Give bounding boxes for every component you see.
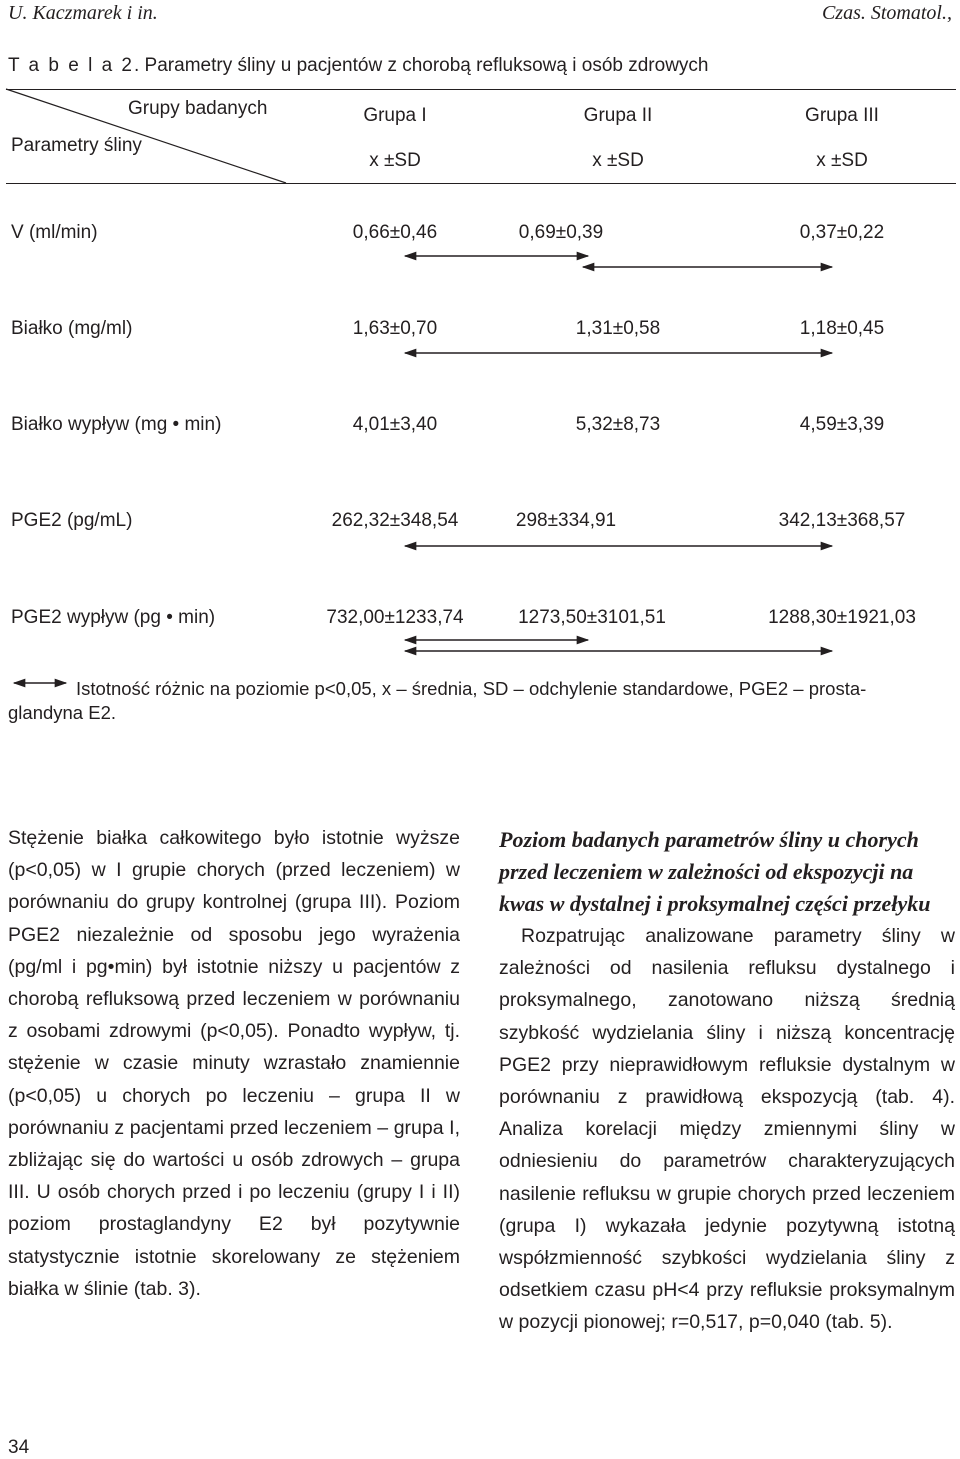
row-pge2-value-g2: 298±334,91 [515,510,617,531]
corner-label-groups: Grupy badanych [128,98,268,119]
section-heading: Poziom badanych parametrów śliny u chorych przed leczeniem w zależności od ekspozycji na kwas w dystalnej i proksymalnej części przełyku [499,827,931,916]
row-protein-value-g3: 1,18±0,45 [799,318,885,339]
row-protein-param: Białko (mg/ml) [11,318,133,339]
table-caption-label: T a b e l a 2 [8,55,134,76]
row-protein-flow-param: Białko wypływ (mg • min) [11,414,222,435]
left-paragraph: Stężenie białka całkowitego było istotnie wyższe (p<0,05) w I grupie chorych (przed leczeniem) w porównaniu do grupy kontrolnej (grupa III). Poziom PGE2 niezależnie od sposobu jego wyrażenia (pg/ml i pg•min) był istotnie niższy u pacjentów z chorobą refluksową przed leczeniem w porównaniu z osobami zdrowymi (p<0,05). Ponadto wypływ, tj. stężenie w czasie minuty wzrastało znamiennie (p<0,05) u chorych po leczeniu – grupa II w porównaniu z pacjentami przed leczeniem – grupa I, zbliżając się do wartości u osób zdrowych – grupa III. U osób chorych przed i po leczeniu (grupy I i II) poziom prostaglandyny E2 był pozytywnie statystycznie istotnie skorelowany ze stężeniem białka w ślinie (tab. 3). [8,827,460,1300]
page-number: 34 [8,1437,30,1458]
row-pge2-flow-param: PGE2 wypływ (pg • min) [11,607,216,628]
row-pge2-value-g3: 342,13±368,57 [778,510,906,531]
left-column [8,822,460,1305]
row-pge2-flow-value-g3: 1288,30±1921,03 [768,607,916,628]
table-footnote-line1: Istotność różnic na poziomie p<0,05, x – średnia, SD – odchylenie standardowe, PGE2 – prosta- [76,678,867,699]
row-pge2-flow-value-g2: 1273,50±3101,51 [518,607,666,628]
row-pge2-flow-value-g1: 732,00±1233,74 [326,607,464,628]
row-protein-value-g1: 1,63±0,70 [352,318,438,339]
row-protein-flow-value-g2: 5,32±8,73 [575,414,661,435]
table-footnote-line2: glandyna E2. [8,702,117,723]
row-pge2-param: PGE2 (pg/mL) [11,510,133,531]
running-header-journal: Czas. Stomatol., [821,2,952,24]
row-v-value-g2: 0,69±0,39 [518,222,604,243]
group-header-3: Grupa III [805,105,879,126]
group-header-2: Grupa II [583,105,653,126]
significance-arrows [0,0,960,700]
corner-label-params: Parametry śliny [11,135,142,156]
row-pge2-value-g1: 262,32±348,54 [331,510,459,531]
group-header-1: Grupa I [363,105,427,126]
row-v-value-g3: 0,37±0,22 [799,222,885,243]
stat-label-2: x ±SD [592,150,644,171]
row-protein-value-g2: 1,31±0,58 [575,318,661,339]
table-caption-text: . Parametry śliny u pacjentów z chorobą refluksową i osób zdrowych [134,55,709,76]
stat-label-3: x ±SD [816,150,868,171]
right-column [499,824,955,1339]
running-header-authors: U. Kaczmarek i in. [8,2,158,24]
right-paragraph: Rozpatrując analizowane parametry śliny w zależności od nasilenia refluksu dystalnego i proksymalnego, zanotowano niższą średnią szybkość wydzielania śliny i niższą koncentrację PGE2 przy nieprawidłowym refluksie dystalnym w porównaniu z prawidłową ekspozycją (tab. 4). Analiza korelacji między zmiennymi śliny w odniesieniu do parametrów charakteryzujących nasilenie refluksu w grupie chorych przed leczeniem (grupa I) wykazała jedynie pozytywną istotną współzmienność szybkości wydzielania śliny z odsetkiem czasu pH<4 przy refluksie proksymalnym w pozycji pionowej; r=0,517, p=0,040 (tab. 5). [499,925,955,1334]
row-protein-flow-value-g3: 4,59±3,39 [799,414,885,435]
stat-label-1: x ±SD [369,150,421,171]
row-protein-flow-value-g1: 4,01±3,40 [352,414,438,435]
row-v-param: V (ml/min) [11,222,98,243]
row-v-value-g1: 0,66±0,46 [352,222,438,243]
